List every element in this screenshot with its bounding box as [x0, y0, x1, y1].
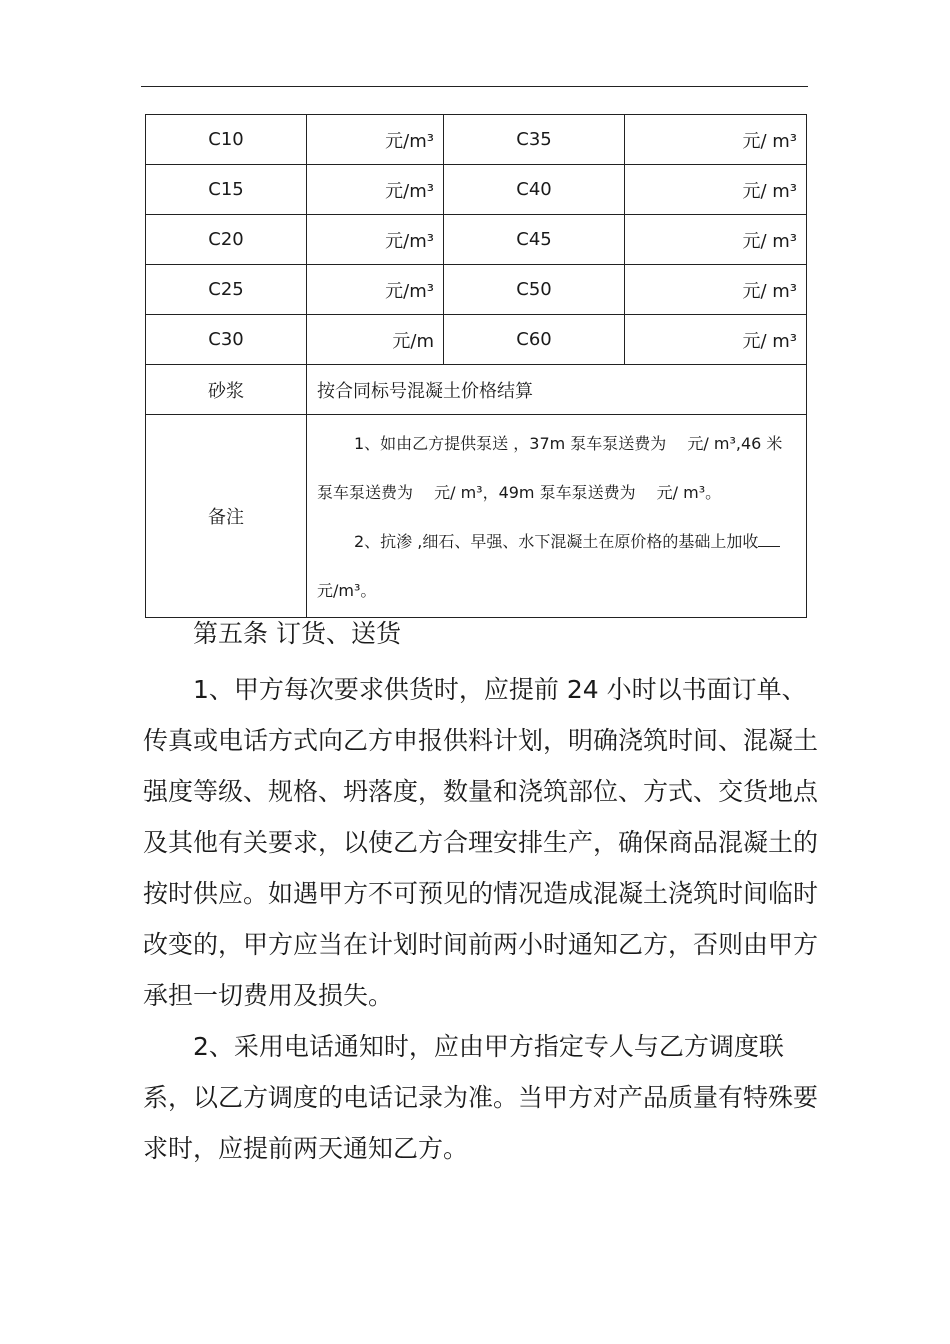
- unit-price-cell: 元/ m³: [625, 215, 807, 265]
- table-row: [146, 315, 807, 365]
- grade-label: C15: [146, 165, 307, 215]
- note-surcharge-unit: 元/m³。: [317, 581, 377, 600]
- unit-price-cell: 元/ m³: [625, 265, 807, 315]
- unit-price-cell: 元/m³: [307, 215, 444, 265]
- table-row: [146, 265, 807, 315]
- unit-price-cell: 元/m³: [307, 165, 444, 215]
- unit-price-cell: 元/ m³: [625, 315, 807, 365]
- table-row: [146, 215, 807, 265]
- header-rule: [141, 86, 808, 87]
- notes-cell: [307, 415, 807, 618]
- grade-label: C25: [146, 265, 307, 315]
- grade-label: C40: [444, 165, 625, 215]
- grade-label: C35: [444, 115, 625, 165]
- notes-label: 备注: [146, 415, 307, 618]
- article-heading: 第五条 订货、送货: [193, 619, 401, 648]
- unit-price-cell: 元/m: [307, 315, 444, 365]
- grade-label: C10: [146, 115, 307, 165]
- table-row-notes: [146, 415, 807, 618]
- grade-label: C60: [444, 315, 625, 365]
- table-row: [146, 115, 807, 165]
- grade-label: C45: [444, 215, 625, 265]
- article-five: [143, 612, 819, 1174]
- article-paragraph-2: 2、采用电话通知时，应由甲方指定专人与乙方调度联系，以乙方调度的电话记录为准。当甲方对产品质量有特殊要求时，应提前两天通知乙方。: [143, 1032, 819, 1163]
- unit-price-cell: 元/m³: [307, 115, 444, 165]
- mortar-label: 砂浆: [146, 365, 307, 415]
- concrete-price-table: [145, 114, 807, 618]
- unit-price-cell: 元/m³: [307, 265, 444, 315]
- note-pump-fees: 1、如由乙方提供泵送 ，37m 泵车泵送费为 元/ m³,46 米泵车泵送费为 元/ m³，49m 泵车泵送费为 元/ m³。: [317, 434, 783, 502]
- note-surcharge: [317, 517, 798, 615]
- article-paragraph-1: 1、甲方每次要求供货时，应提前 24 小时以书面订单、传真或电话方式向乙方申报供料计划，明确浇筑时间、混凝土强度等级、规格、坍落度，数量和浇筑部位、方式、交货地点及其他有关要求，以使乙方合理安排生产，确保商品混凝土的按时供应。如遇甲方不可预见的情况造成混凝土浇筑时间临时改变的，甲方应当在计划时间前两小时通知乙方，否则由甲方承担一切费用及损失。: [143, 675, 819, 1010]
- table-row: [146, 165, 807, 215]
- table-row-mortar: [146, 365, 807, 415]
- unit-price-cell: 元/ m³: [625, 115, 807, 165]
- fill-in-blank: [758, 530, 780, 547]
- unit-price-cell: 元/ m³: [625, 165, 807, 215]
- grade-label: C50: [444, 265, 625, 315]
- grade-label: C20: [146, 215, 307, 265]
- note-surcharge-text: 2、抗渗 ,细石、早强、水下混凝土在原价格的基础上加收: [354, 532, 759, 551]
- grade-label: C30: [146, 315, 307, 365]
- mortar-pricing-text: 按合同标号混凝土价格结算: [307, 365, 807, 415]
